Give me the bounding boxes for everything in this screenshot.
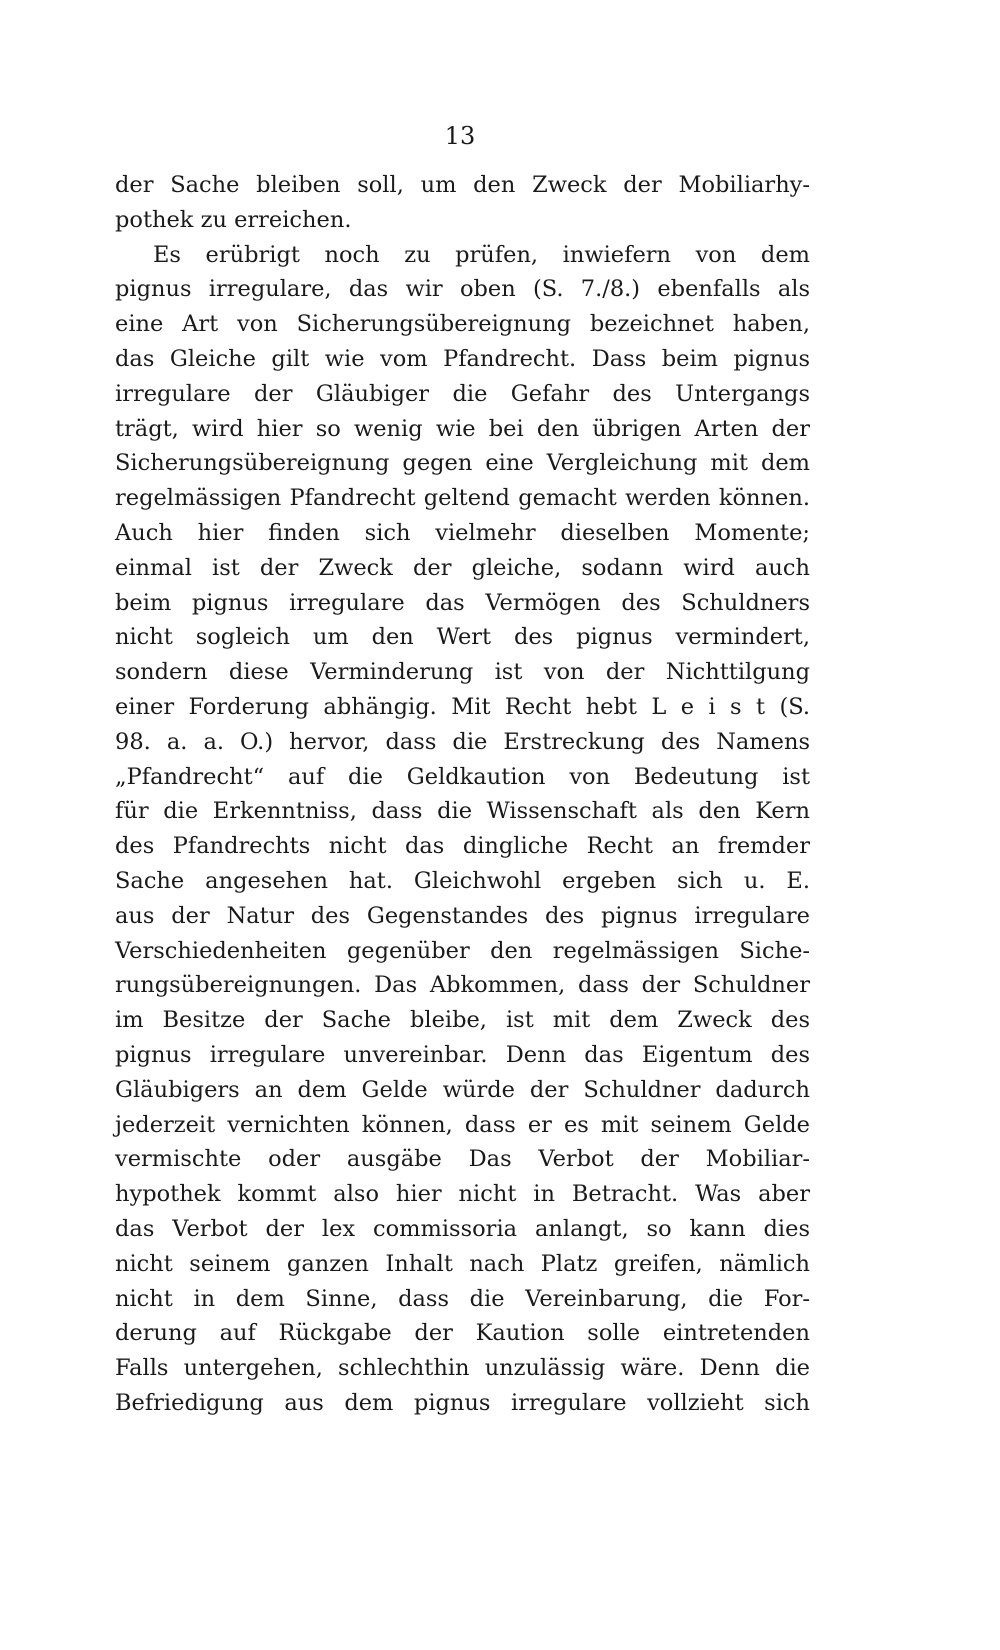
text-line: pignus irregulare, das wir oben (S. 7./8.) ebenfalls als — [115, 276, 810, 303]
text-line: nicht sogleich um den Wert des pignus vermindert, — [115, 624, 810, 651]
text-line: einer Forderung abhängig. Mit Recht hebt L e i s t (S. — [115, 693, 810, 720]
text-line: einmal ist der Zweck der gleiche, sodann wird auch — [115, 554, 810, 581]
page-number: 13 — [444, 122, 476, 150]
text-line: Sache angesehen hat. Gleichwohl ergeben sich u. E. — [115, 867, 810, 894]
text-line: beim pignus irregulare das Vermögen des Schuldners — [115, 589, 810, 616]
text-line: das Verbot der lex commissoria anlangt, so kann dies — [115, 1215, 810, 1242]
text-line: rungsübereignungen. Das Abkommen, dass der Schuldner — [115, 972, 810, 999]
body-text — [115, 168, 810, 1421]
text-line: regelmässigen Pfandrecht geltend gemacht werden können. — [115, 485, 810, 512]
text-line: vermischte oder ausgäbe Das Verbot der Mobiliar- — [115, 1146, 810, 1173]
text-line: im Besitze der Sache bleibe, ist mit dem Zweck des — [115, 1007, 810, 1034]
text-line: Gläubigers an dem Gelde würde der Schuldner dadurch — [115, 1076, 810, 1103]
text-line: „Pfandrecht“ auf die Geldkaution von Bedeutung ist — [115, 763, 810, 790]
text-line: Sicherungsübereignung gegen eine Vergleichung mit dem — [115, 450, 810, 477]
text-line: Verschiedenheiten gegenüber den regelmässigen Siche- — [115, 937, 810, 964]
text-line: irregulare der Gläubiger die Gefahr des Untergangs — [115, 380, 810, 407]
text-line: Es erübrigt noch zu prüfen, inwiefern von dem — [153, 241, 810, 268]
text-line: pothek zu erreichen. — [115, 206, 352, 233]
text-line: für die Erkenntniss, dass die Wissenschaft als den Kern — [115, 798, 810, 825]
text-line: derung auf Rückgabe der Kaution solle eintretenden — [115, 1320, 810, 1347]
text-line: sondern diese Verminderung ist von der Nichttilgung — [115, 659, 810, 686]
text-line: Falls untergehen, schlechthin unzulässig wäre. Denn die — [115, 1355, 810, 1382]
text-line: der Sache bleiben soll, um den Zweck der Mobiliarhy- — [115, 172, 810, 198]
text-line: jederzeit vernichten können, dass er es mit seinem Gelde — [115, 1111, 810, 1138]
text-line: pignus irregulare unvereinbar. Denn das Eigentum des — [115, 1041, 810, 1068]
text-line: nicht seinem ganzen Inhalt nach Platz greifen, nämlich — [115, 1250, 810, 1277]
text-line: trägt, wird hier so wenig wie bei den übrigen Arten der — [115, 415, 810, 442]
text-line: hypothek kommt also hier nicht in Betracht. Was aber — [115, 1181, 810, 1208]
text-line: aus der Natur des Gegenstandes des pignus irregulare — [115, 902, 810, 929]
text-line: Befriedigung aus dem pignus irregulare vollzieht sich — [115, 1389, 810, 1416]
text-line: 98. a. a. O.) hervor, dass die Erstreckung des Namens — [115, 728, 810, 755]
text-line: eine Art von Sicherungsübereignung bezeichnet haben, — [115, 311, 810, 338]
text-line: nicht in dem Sinne, dass die Vereinbarung, die For- — [115, 1285, 810, 1312]
text-line: das Gleiche gilt wie vom Pfandrecht. Dass beim pignus — [115, 345, 810, 372]
text-line: Auch hier finden sich vielmehr dieselben Momente; — [115, 519, 810, 546]
text-line: des Pfandrechts nicht das dingliche Recht an fremder — [115, 833, 810, 860]
